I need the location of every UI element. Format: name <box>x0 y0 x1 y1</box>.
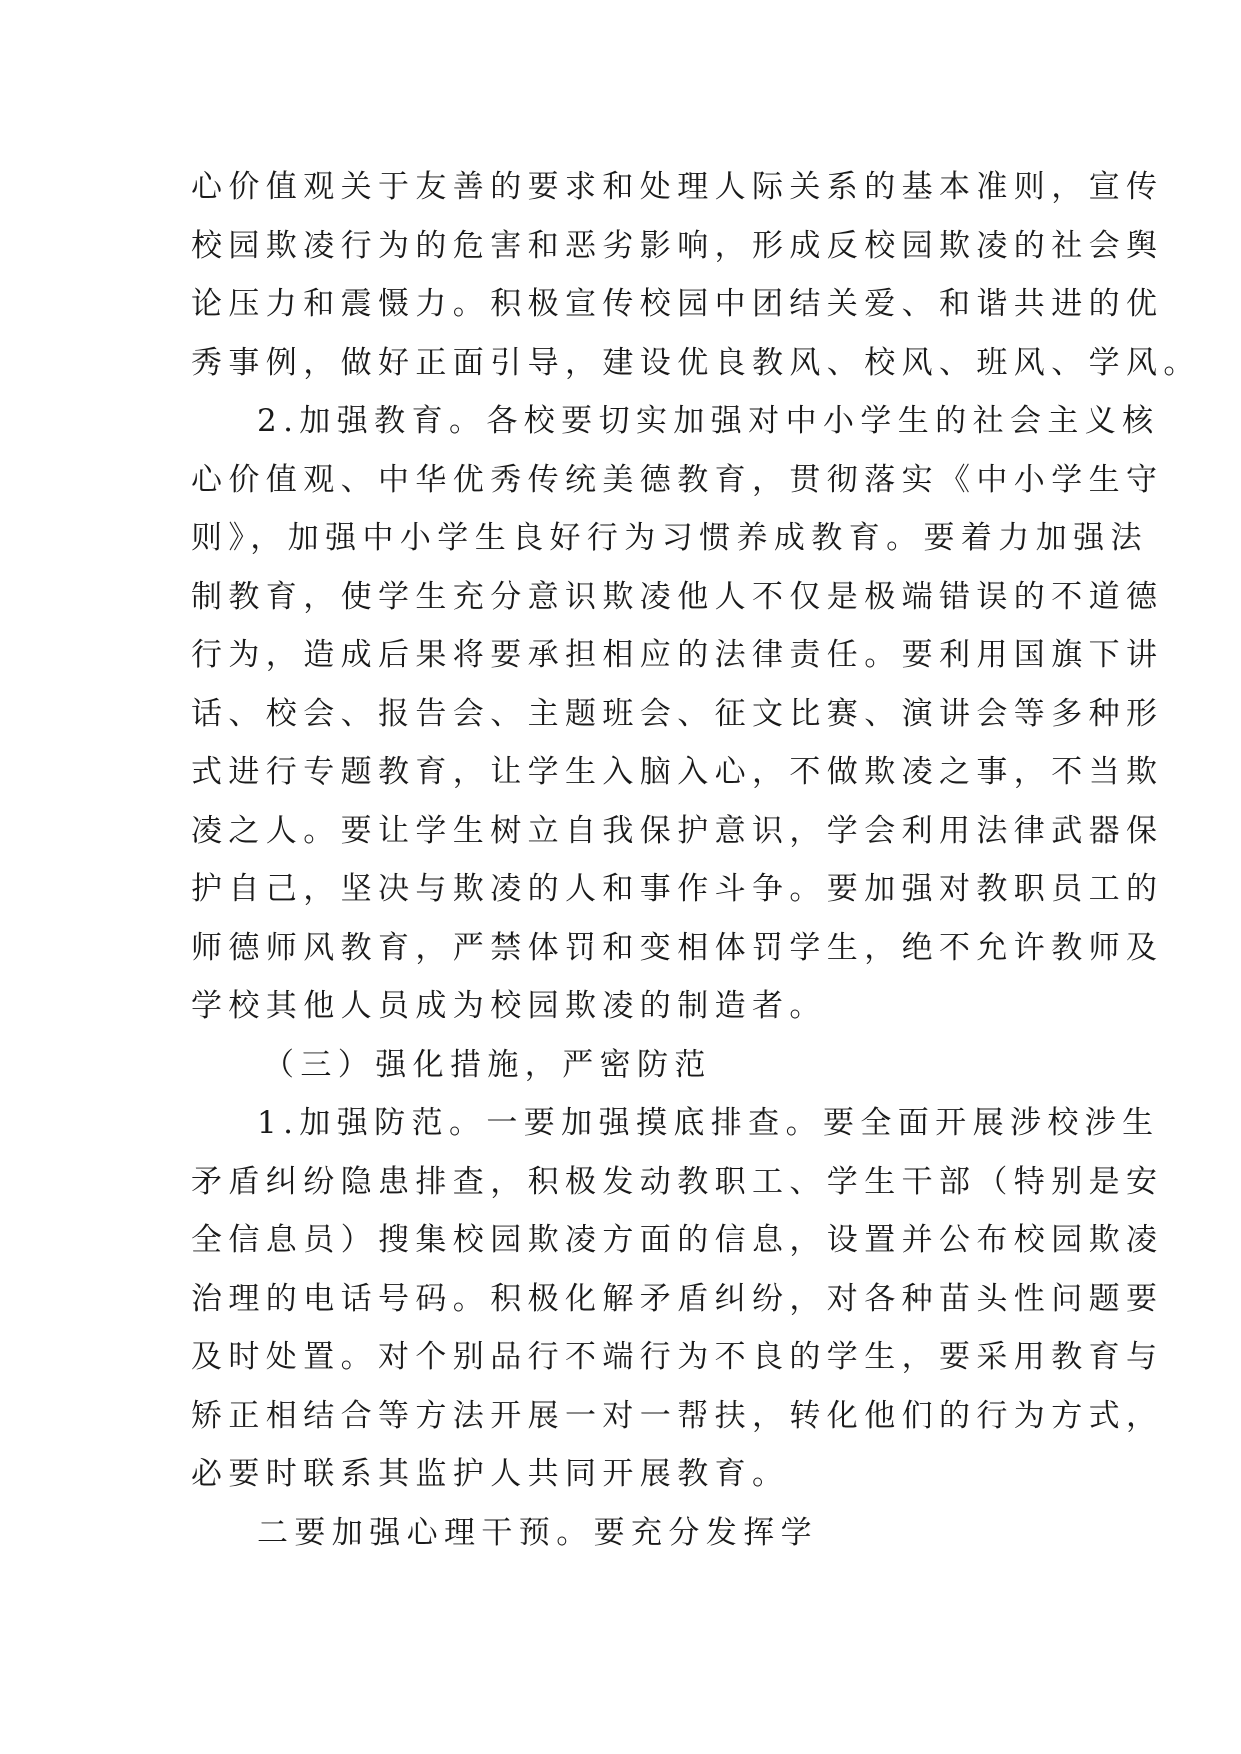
text-line-18: 矛盾纠纷隐患排查，积极发动教职工、学生干部（特别是安 <box>191 1163 1164 1200</box>
text-line-3: 论压力和震慑力。积极宣传校园中团结关爱、和谐共进的优 <box>191 286 1164 322</box>
text-line-5: 2.加强教育。各校要切实加强对中小学生的社会主义核 <box>257 403 1160 439</box>
text-line-14: 师德师风教育，严禁体罚和变相体罚学生，绝不允许教师及 <box>191 929 1164 966</box>
text-line-4: 秀事例，做好正面引导，建设优良教风、校风、班风、学风。 <box>191 344 1201 381</box>
text-line-15: 学校其他人员成为校园欺凌的制造者。 <box>191 988 827 1024</box>
text-line-20: 治理的电话号码。积极化解矛盾纠纷，对各种苗头性问题要 <box>191 1280 1164 1317</box>
section-heading: （三）强化措施，严密防范 <box>263 1046 712 1083</box>
text-line-10: 话、校会、报告会、主题班会、征文比赛、演讲会等多种形 <box>191 695 1164 732</box>
text-line-21: 及时处置。对个别品行不端行为不良的学生，要采用教育与 <box>191 1339 1164 1375</box>
text-line-12: 凌之人。要让学生树立自我保护意识，学会利用法律武器保 <box>191 812 1164 849</box>
text-line-13: 护自己，坚决与欺凌的人和事作斗争。要加强对教职员工的 <box>191 871 1164 907</box>
text-line-6: 心价值观、中华优秀传统美德教育，贯彻落实《中小学生守 <box>191 461 1164 498</box>
text-line-22: 矫正相结合等方法开展一对一帮扶，转化他们的行为方式， <box>191 1397 1164 1434</box>
text-line-17: 1.加强防范。一要加强摸底排查。要全面开展涉校涉生 <box>257 1105 1160 1141</box>
document-body <box>191 158 1201 1562</box>
text-line-1: 心价值观关于友善的要求和处理人际关系的基本准则，宣传 <box>191 169 1164 205</box>
text-line-7: 则》，加强中小学生良好行为习惯养成教育。要着力加强法 <box>191 520 1148 556</box>
text-line-19: 全信息员）搜集校园欺凌方面的信息，设置并公布校园欺凌 <box>191 1222 1164 1258</box>
text-line-2: 校园欺凌行为的危害和恶劣影响，形成反校园欺凌的社会舆 <box>191 227 1164 264</box>
text-line-8: 制教育，使学生充分意识欺凌他人不仅是极端错误的不道德 <box>191 578 1164 615</box>
text-line-11: 式进行专题教育，让学生入脑入心，不做欺凌之事，不当欺 <box>191 754 1164 790</box>
text-line-24: 二要加强心理干预。要充分发挥学 <box>257 1514 818 1551</box>
text-line-23: 必要时联系其监护人共同开展教育。 <box>191 1456 790 1492</box>
text-line-9: 行为，造成后果将要承担相应的法律责任。要利用国旗下讲 <box>191 637 1164 673</box>
